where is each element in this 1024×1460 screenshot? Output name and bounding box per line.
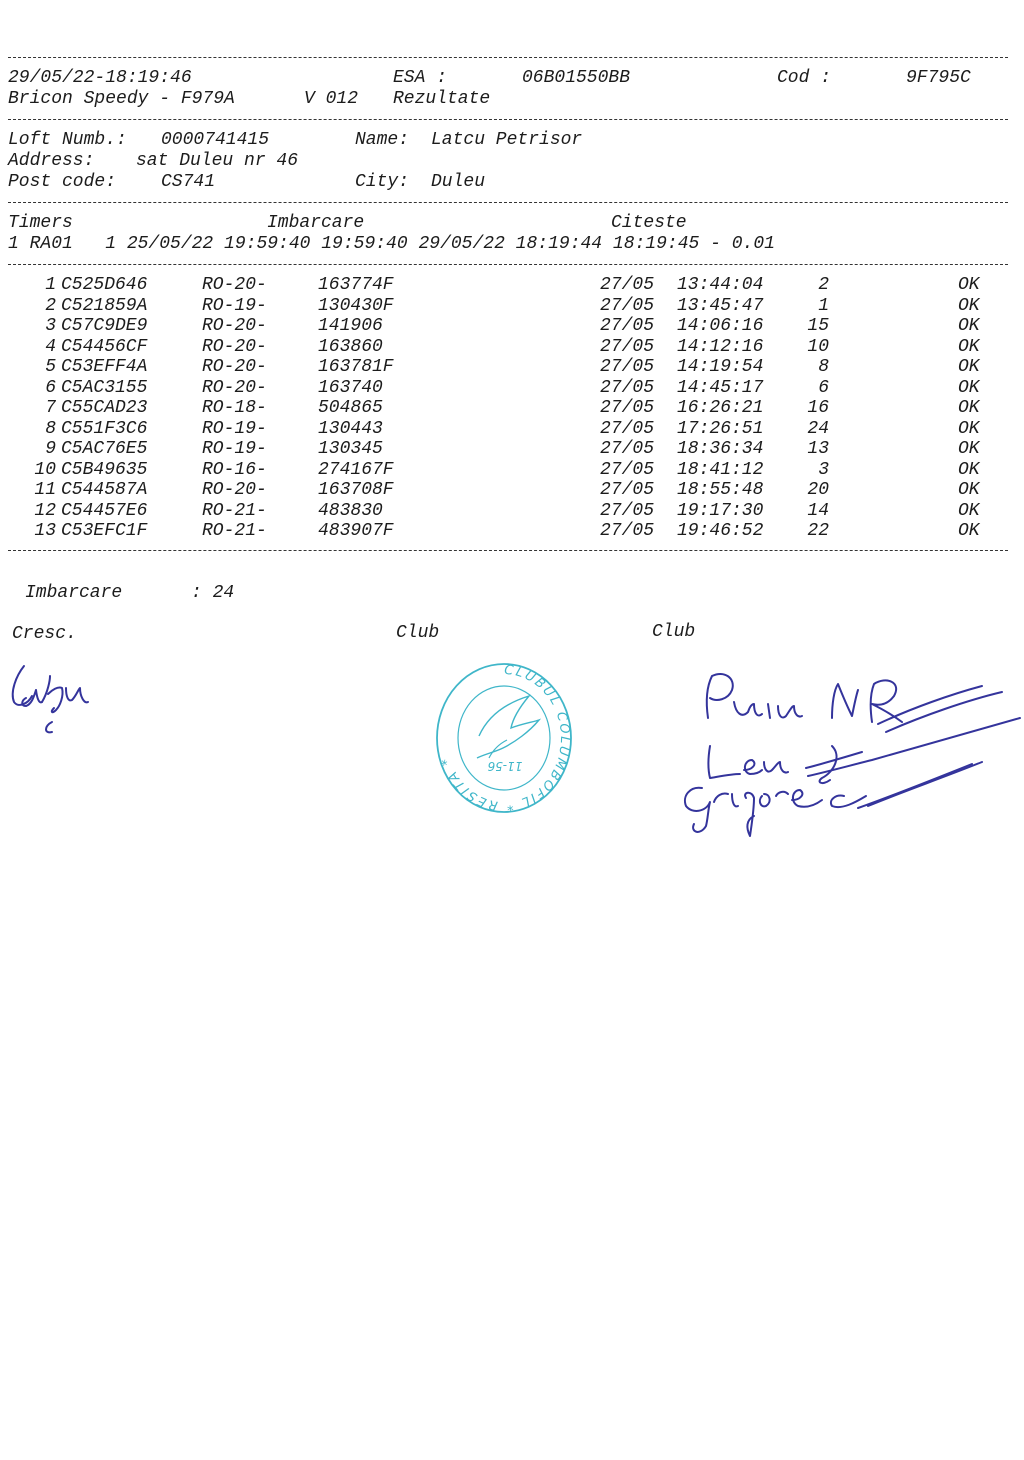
ring-prefix: RO-18- — [202, 398, 267, 418]
arrival-date: 27/05 — [600, 275, 655, 295]
arrival-time: 14:45:17 — [677, 377, 764, 398]
divider — [8, 57, 1008, 58]
chip-id: C525D646 — [61, 275, 148, 295]
arrival-date: 27/05 — [600, 459, 655, 480]
position: 13 — [807, 439, 829, 459]
arrival-date: 27/05 — [600, 439, 655, 459]
arrival-time: 18:36:34 — [677, 439, 764, 459]
ring-prefix: RO-20- — [202, 336, 267, 357]
owner-name-label: Name: — [355, 130, 410, 150]
esa-value: 06B01550BB — [522, 68, 631, 88]
timer-line: 1 RA01 1 25/05/22 19:59:40 19:59:40 29/05/22 18:19:44 18:19:45 - 0.01 — [8, 234, 775, 254]
postcode-value: CS741 — [161, 172, 216, 192]
arrival-date: 27/05 — [600, 398, 655, 418]
loft-number-label: Loft Numb.: — [8, 130, 127, 150]
arrival-date: 27/05 — [600, 500, 655, 521]
ring-number: 163781F — [318, 357, 394, 377]
position: 14 — [807, 500, 829, 521]
position: 16 — [807, 398, 829, 418]
position: 6 — [818, 377, 829, 398]
arrival-date: 27/05 — [600, 377, 655, 398]
ring-number: 130430F — [318, 295, 394, 316]
ring-prefix: RO-21- — [202, 521, 267, 541]
report-title: Rezultate — [393, 89, 491, 109]
ring-number: 274167F — [318, 459, 394, 480]
arrival-time: 18:41:12 — [677, 459, 764, 480]
chip-id: C57C9DE9 — [61, 316, 148, 336]
status: OK — [958, 439, 980, 459]
arrival-time: 19:17:30 — [677, 500, 764, 521]
table-row — [0, 357, 1024, 378]
arrival-date: 27/05 — [600, 357, 655, 377]
arrival-time: 17:26:51 — [677, 418, 764, 439]
row-index: 13 — [34, 521, 56, 541]
ring-number: 163774F — [318, 275, 394, 295]
imbarcare-header: Imbarcare — [267, 213, 365, 233]
status: OK — [958, 275, 980, 295]
cod-value: 9F795C — [906, 68, 971, 88]
firmware-version: V 012 — [304, 89, 359, 109]
chip-id: C544587A — [61, 480, 148, 500]
table-row — [0, 521, 1024, 542]
ring-prefix: RO-20- — [202, 316, 267, 336]
arrival-time: 19:46:52 — [677, 521, 764, 541]
ring-number: 483830 — [318, 500, 383, 521]
table-row — [0, 296, 1024, 317]
position: 1 — [818, 295, 829, 316]
ring-number: 130345 — [318, 439, 383, 459]
chip-id: C5B49635 — [61, 459, 148, 480]
ring-prefix: RO-20- — [202, 275, 267, 295]
chip-id: C53EFC1F — [61, 521, 148, 541]
chip-id: C54456CF — [61, 336, 148, 357]
table-row — [0, 419, 1024, 440]
position: 20 — [807, 480, 829, 500]
arrival-time: 14:19:54 — [677, 357, 764, 377]
divider — [8, 550, 1008, 551]
esa-label: ESA : — [393, 68, 448, 88]
device-name: Bricon Speedy - F979A — [8, 89, 235, 109]
ring-number: 483907F — [318, 521, 394, 541]
imbarcare-summary-value: : 24 — [191, 583, 235, 603]
divider — [8, 119, 1008, 120]
position: 15 — [807, 316, 829, 336]
chip-id: C521859A — [61, 295, 148, 316]
ring-prefix: RO-21- — [202, 500, 267, 521]
city-value: Duleu — [431, 172, 486, 192]
row-index: 10 — [34, 459, 56, 480]
row-index: 3 — [45, 316, 56, 336]
ring-prefix: RO-19- — [202, 418, 267, 439]
status: OK — [958, 480, 980, 500]
arrival-date: 27/05 — [600, 295, 655, 316]
club-label-1: Club — [396, 623, 440, 643]
arrival-time: 18:55:48 — [677, 480, 764, 500]
status: OK — [958, 398, 980, 418]
table-row — [0, 501, 1024, 522]
arrival-time: 16:26:21 — [677, 398, 764, 418]
loft-number: 0000741415 — [161, 130, 270, 150]
ring-prefix: RO-20- — [202, 377, 267, 398]
row-index: 4 — [45, 336, 56, 357]
row-index: 2 — [45, 295, 56, 316]
status: OK — [958, 316, 980, 336]
club-signatures — [672, 660, 1024, 840]
chip-id: C55CAD23 — [61, 398, 148, 418]
arrival-date: 27/05 — [600, 418, 655, 439]
arrival-date: 27/05 — [600, 316, 655, 336]
row-index: 9 — [45, 439, 56, 459]
status: OK — [958, 521, 980, 541]
chip-id: C54457E6 — [61, 500, 148, 521]
arrival-date: 27/05 — [600, 480, 655, 500]
arrival-date: 27/05 — [600, 521, 655, 541]
row-index: 5 — [45, 357, 56, 377]
divider — [8, 202, 1008, 203]
ring-prefix: RO-19- — [202, 295, 267, 316]
ring-prefix: RO-16- — [202, 459, 267, 480]
ring-prefix: RO-20- — [202, 480, 267, 500]
position: 2 — [818, 275, 829, 295]
cresc-label: Cresc. — [12, 624, 77, 644]
ring-number: 141906 — [318, 316, 383, 336]
stamp-number: 11-56 — [487, 759, 523, 773]
table-row — [0, 316, 1024, 337]
city-label: City: — [355, 172, 410, 192]
owner-name: Latcu Petrisor — [431, 130, 583, 150]
ring-prefix: RO-20- — [202, 357, 267, 377]
row-index: 1 — [45, 275, 56, 295]
ring-number: 504865 — [318, 398, 383, 418]
divider — [8, 264, 1008, 265]
arrival-date: 27/05 — [600, 336, 655, 357]
position: 8 — [818, 357, 829, 377]
citeste-header: Citeste — [611, 213, 687, 233]
club-stamp — [433, 658, 575, 816]
status: OK — [958, 459, 980, 480]
status: OK — [958, 357, 980, 377]
chip-id: C551F3C6 — [61, 418, 148, 439]
status: OK — [958, 418, 980, 439]
club-label-2: Club — [652, 622, 696, 642]
print-datetime: 29/05/22-18:19:46 — [8, 68, 192, 88]
arrival-time: 14:06:16 — [677, 316, 764, 336]
address-value: sat Duleu nr 46 — [136, 151, 299, 171]
table-row — [0, 398, 1024, 419]
table-row — [0, 378, 1024, 399]
stamp-text: CLUBUL COLUMBOFIL * RESITA * — [438, 662, 573, 814]
table-row — [0, 337, 1024, 358]
cod-label: Cod : — [777, 68, 832, 88]
timers-label: Timers — [8, 213, 73, 233]
row-index: 7 — [45, 398, 56, 418]
chip-id: C5AC3155 — [61, 377, 148, 398]
ring-prefix: RO-19- — [202, 439, 267, 459]
position: 24 — [807, 418, 829, 439]
table-row — [0, 460, 1024, 481]
table-row — [0, 480, 1024, 501]
arrival-time: 14:12:16 — [677, 336, 764, 357]
position: 3 — [818, 459, 829, 480]
status: OK — [958, 500, 980, 521]
ring-number: 163708F — [318, 480, 394, 500]
row-index: 6 — [45, 377, 56, 398]
chip-id: C5AC76E5 — [61, 439, 148, 459]
table-row — [0, 275, 1024, 296]
status: OK — [958, 295, 980, 316]
ring-number: 130443 — [318, 418, 383, 439]
ring-number: 163740 — [318, 377, 383, 398]
row-index: 12 — [34, 500, 56, 521]
postcode-label: Post code: — [8, 172, 117, 192]
chip-id: C53EFF4A — [61, 357, 148, 377]
status: OK — [958, 377, 980, 398]
arrival-time: 13:45:47 — [677, 295, 764, 316]
table-row — [0, 439, 1024, 460]
imbarcare-summary-label: Imbarcare — [25, 583, 123, 603]
address-label: Address: — [8, 151, 95, 171]
status: OK — [958, 336, 980, 357]
breeder-signature — [4, 652, 114, 742]
position: 22 — [807, 521, 829, 541]
position: 10 — [807, 336, 829, 357]
row-index: 11 — [34, 480, 56, 500]
row-index: 8 — [45, 418, 56, 439]
ring-number: 163860 — [318, 336, 383, 357]
arrival-time: 13:44:04 — [677, 275, 764, 295]
